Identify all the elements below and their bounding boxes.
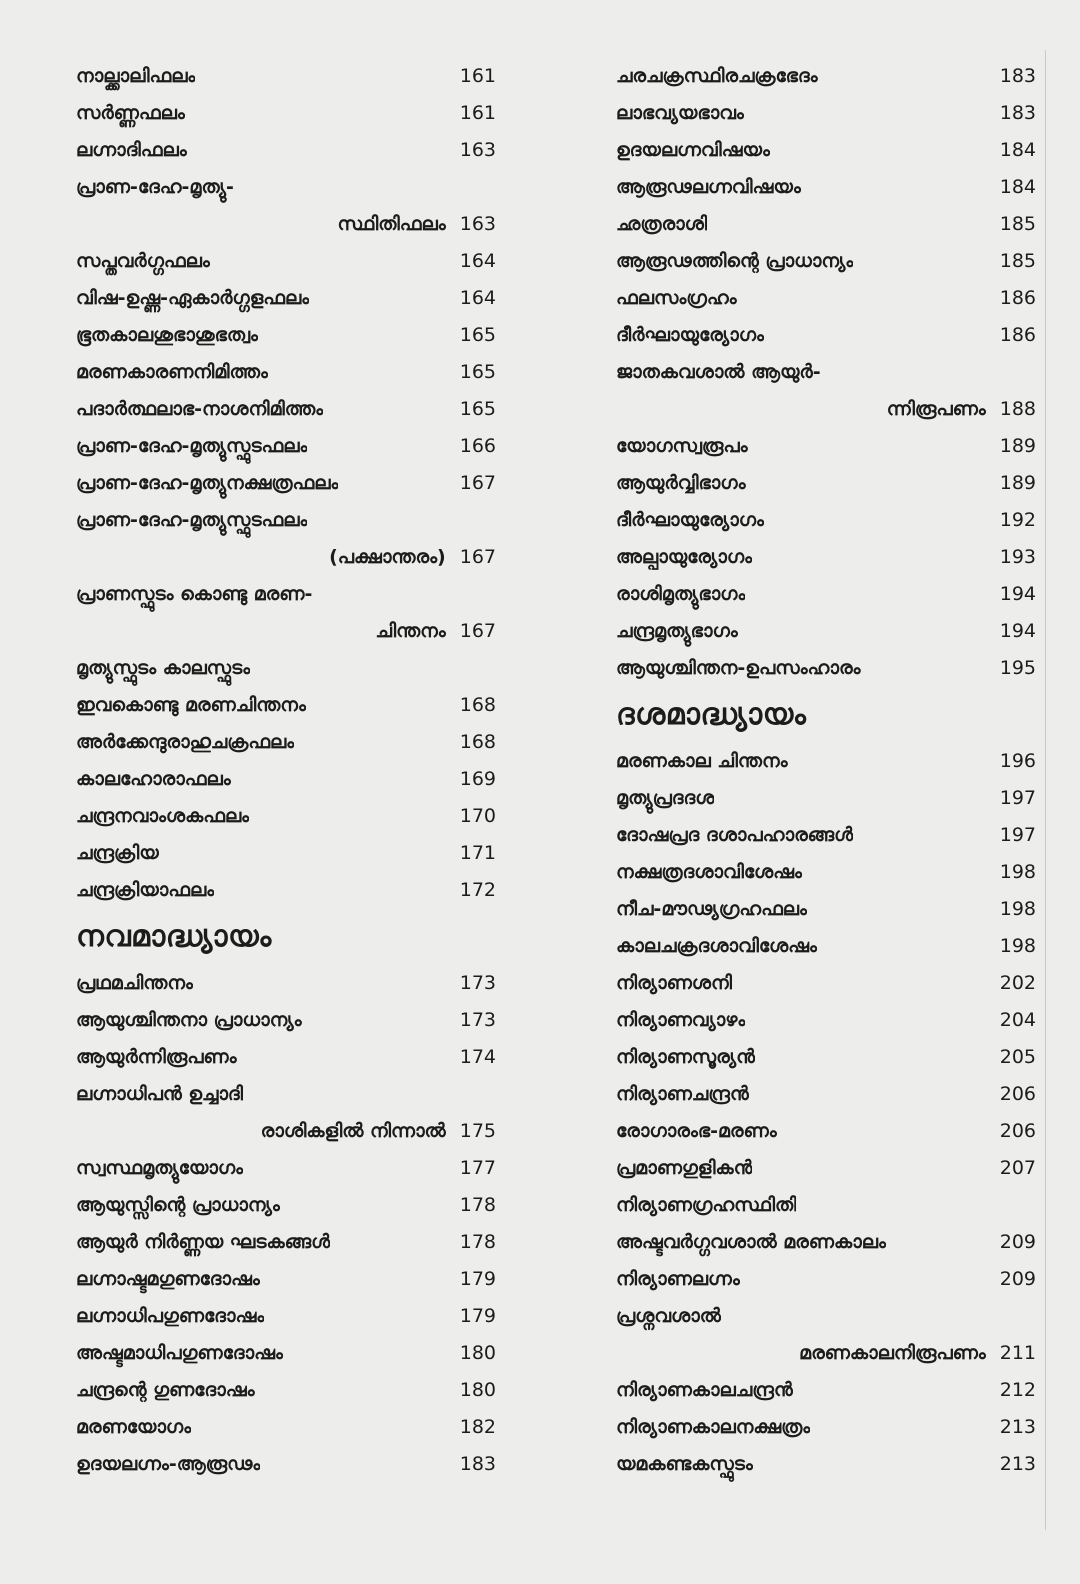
toc-entry bbox=[76, 1187, 496, 1224]
toc-entry-title: സർണ്ണഫലം bbox=[76, 102, 185, 124]
toc-entry-title: ദോഷപ്രദ ദശാപഹാരങ്ങൾ bbox=[616, 824, 854, 846]
toc-entry-page: 194 bbox=[999, 583, 1036, 605]
toc-entry-title: നിര്യാണകാലനക്ഷത്രം bbox=[616, 1416, 811, 1438]
toc-entry-title: ചന്ദ്രന്റെ ഗുണദോഷം bbox=[76, 1379, 255, 1401]
toc-entry bbox=[616, 1150, 1036, 1187]
toc-entry-title: ദീർഘായുര്യോഗം bbox=[616, 324, 764, 346]
toc-entry bbox=[616, 169, 1036, 206]
toc-entry-title: ദീർഘായുര്യോഗം bbox=[616, 509, 764, 531]
toc-entry-continuation-title: ന്നിരൂപണം bbox=[886, 398, 986, 420]
toc-entry-title: പ്രശ്നവശാൽ bbox=[616, 1305, 721, 1327]
toc-entry bbox=[76, 1298, 496, 1335]
toc-entry-page: 182 bbox=[459, 1416, 496, 1438]
toc-entry-page: 202 bbox=[999, 972, 1036, 994]
toc-entry-page: 167 bbox=[459, 472, 496, 494]
toc-entry-page: 198 bbox=[999, 861, 1036, 883]
toc-entry-page: 206 bbox=[999, 1083, 1036, 1105]
toc-entry-page: 212 bbox=[999, 1379, 1036, 1401]
toc-entry-page: 197 bbox=[999, 824, 1036, 846]
toc-entry-title: ജാതകവശാൽ ആയുർ- bbox=[616, 361, 821, 383]
toc-entry-page: 192 bbox=[999, 509, 1036, 531]
toc-entry bbox=[76, 835, 496, 872]
toc-entry-page: 193 bbox=[999, 546, 1036, 568]
toc-entry-page: 172 bbox=[459, 879, 496, 901]
toc-entry-title: ആയുർവ്വിഭാഗം bbox=[616, 472, 746, 494]
toc-entry bbox=[616, 206, 1036, 243]
toc-entry-title: പ്രാണ-ദേഹ-മൃത്യുസ്ഫുടഫലം bbox=[76, 509, 308, 531]
toc-entry-title: നിര്യാണസൂര്യൻ bbox=[616, 1046, 756, 1068]
toc-entry-continuation-title: മരണകാലനിരൂപണം bbox=[799, 1342, 986, 1364]
toc-entry-page: 183 bbox=[999, 102, 1036, 124]
toc-entry-page: 179 bbox=[459, 1268, 496, 1290]
toc-entry bbox=[616, 539, 1036, 576]
toc-entry-page: 196 bbox=[999, 750, 1036, 772]
toc-entry-title: ലഗ്നാദിഫലം bbox=[76, 139, 187, 161]
toc-entry-title: ലഗ്നാധിപഗുണദോഷം bbox=[76, 1305, 265, 1327]
toc-entry-title: പ്രാണസ്ഫുടം കൊണ്ടു മരണ- bbox=[76, 583, 313, 605]
toc-entry-page: 169 bbox=[459, 768, 496, 790]
toc-entry-page: 204 bbox=[999, 1009, 1036, 1031]
toc-entry-page: 167 bbox=[459, 546, 496, 568]
toc-entry-page: 175 bbox=[459, 1120, 496, 1142]
toc-entry-page: 161 bbox=[459, 65, 496, 87]
toc-entry-page: 161 bbox=[459, 102, 496, 124]
toc-entry-title: നാല്ക്കാലിഫലം bbox=[76, 65, 196, 87]
toc-entry-page: 180 bbox=[459, 1379, 496, 1401]
toc-entry-title: നിര്യാണലഗ്നം bbox=[616, 1268, 740, 1290]
toc-entry bbox=[616, 780, 1036, 817]
toc-entry-title: ഇവകൊണ്ടു മരണചിന്തനം bbox=[76, 694, 306, 716]
toc-entry-page: 165 bbox=[459, 398, 496, 420]
toc-entry-title: രാശിമൃത്യുഭാഗം bbox=[616, 583, 746, 605]
toc-entry-title: കാലചക്രദശാവിശേഷം bbox=[616, 935, 818, 957]
toc-entry bbox=[76, 1039, 496, 1076]
toc-entry-page: 186 bbox=[999, 287, 1036, 309]
toc-entry-page: 167 bbox=[459, 620, 496, 642]
toc-entry bbox=[76, 243, 496, 280]
toc-entry-page: 189 bbox=[999, 472, 1036, 494]
toc-entry bbox=[76, 1335, 496, 1372]
toc-entry-title: മൃത്യുപ്രദദശ bbox=[616, 787, 715, 809]
toc-entry-page: 184 bbox=[999, 176, 1036, 198]
toc-entry-title: വിഷ-ഉഷ്ണ-ഏകാർഗ്ഗളഫലം bbox=[76, 287, 310, 309]
toc-entry bbox=[76, 1224, 496, 1261]
toc-entry-title: സ്വസ്ഥമൃത്യുയോഗം bbox=[76, 1157, 244, 1179]
toc-entry-title: സപ്തവർഗ്ഗഫലം bbox=[76, 250, 210, 272]
toc-entry-page: 198 bbox=[999, 935, 1036, 957]
toc-entry-title: മൃത്യുസ്ഫുടം കാലസ്ഫുടം bbox=[76, 657, 251, 679]
toc-entry bbox=[616, 1002, 1036, 1039]
toc-entry bbox=[76, 1150, 496, 1187]
toc-entry-continuation bbox=[76, 539, 496, 576]
toc-entry-page: 171 bbox=[459, 842, 496, 864]
toc-entry bbox=[616, 928, 1036, 965]
toc-entry bbox=[76, 354, 496, 391]
toc-entry bbox=[616, 576, 1036, 613]
toc-entry-page: 207 bbox=[999, 1157, 1036, 1179]
page-edge bbox=[1035, 50, 1046, 1530]
toc-entry-title: പ്രാണ-ദേഹ-മൃത്യു- bbox=[76, 176, 234, 198]
toc-entry bbox=[616, 613, 1036, 650]
toc-entry-page: 209 bbox=[999, 1231, 1036, 1253]
toc-entry-page: 179 bbox=[459, 1305, 496, 1327]
toc-entry-title: നിര്യാണഗ്രഹസ്ഥിതി bbox=[616, 1194, 797, 1216]
toc-entry-page: 178 bbox=[459, 1194, 496, 1216]
toc-entry-continuation-title: ചിന്തനം bbox=[375, 620, 446, 642]
toc-entry bbox=[76, 317, 496, 354]
toc-entry bbox=[76, 465, 496, 502]
toc-entry-page: 177 bbox=[459, 1157, 496, 1179]
toc-entry-title: ചന്ദ്രനവാംശകഫലം bbox=[76, 805, 250, 827]
toc-entry bbox=[616, 854, 1036, 891]
toc-entry bbox=[616, 354, 1036, 391]
toc-entry-title: നിര്യാണചന്ദ്രൻ bbox=[616, 1083, 749, 1105]
toc-entry bbox=[616, 1113, 1036, 1150]
toc-entry bbox=[616, 132, 1036, 169]
toc-entry-continuation bbox=[76, 206, 496, 243]
toc-entry-page: 197 bbox=[999, 787, 1036, 809]
toc-entry-title: ലാഭവ്യയഭാവം bbox=[616, 102, 744, 124]
toc-entry-page: 183 bbox=[459, 1453, 496, 1475]
toc-entry bbox=[616, 1187, 1036, 1224]
toc-entry-title: പ്രാണ-ദേഹ-മൃത്യുനക്ഷത്രഫലം bbox=[76, 472, 339, 494]
toc-entry bbox=[616, 965, 1036, 1002]
toc-entry-title: മരണയോഗം bbox=[76, 1416, 192, 1438]
toc-entry-title: ഛത്രരാശി bbox=[616, 213, 708, 235]
toc-entry-title: പ്രഥമചിന്തനം bbox=[76, 972, 193, 994]
toc-entry bbox=[616, 317, 1036, 354]
toc-left-column bbox=[76, 58, 496, 1483]
toc-entry-page: 174 bbox=[459, 1046, 496, 1068]
toc-entry-page: 198 bbox=[999, 898, 1036, 920]
toc-entry bbox=[616, 1372, 1036, 1409]
toc-entry-title: ആരൂഢത്തിന്റെ പ്രാധാന്യം bbox=[616, 250, 854, 272]
toc-entry bbox=[76, 872, 496, 909]
toc-entry bbox=[616, 1446, 1036, 1483]
toc-entry-page: 165 bbox=[459, 324, 496, 346]
toc-entry-continuation bbox=[616, 1335, 1036, 1372]
toc-entry-page: 211 bbox=[999, 1342, 1036, 1364]
toc-entry-page: 163 bbox=[459, 139, 496, 161]
toc-entry-title: അല്പായുര്യോഗം bbox=[616, 546, 753, 568]
toc-entry bbox=[616, 1039, 1036, 1076]
toc-entry-continuation-title: സ്ഥിതിഫലം bbox=[337, 213, 446, 235]
toc-entry bbox=[616, 58, 1036, 95]
toc-entry-page: 173 bbox=[459, 1009, 496, 1031]
toc-entry-title: പ്രമാണഗുളികൻ bbox=[616, 1157, 753, 1179]
toc-entry-page: 180 bbox=[459, 1342, 496, 1364]
toc-entry bbox=[76, 965, 496, 1002]
toc-entry bbox=[76, 576, 496, 613]
toc-entry-page: 194 bbox=[999, 620, 1036, 642]
chapter-heading: ദശമാദ്ധ്യായം bbox=[616, 697, 807, 732]
toc-entry-title: അഷ്ടമാധിപഗുണദോഷം bbox=[76, 1342, 283, 1364]
toc-entry bbox=[616, 1261, 1036, 1298]
toc-entry-title: ഭൂതകാലശുഭാശുഭത്വം bbox=[76, 324, 259, 346]
toc-entry-title: നിര്യാണവ്യാഴം bbox=[616, 1009, 746, 1031]
toc-entry bbox=[76, 1446, 496, 1483]
toc-entry-page: 165 bbox=[459, 361, 496, 383]
toc-entry-title: ലഗ്നാഷ്ടമഗുണദോഷം bbox=[76, 1268, 260, 1290]
toc-entry-title: നക്ഷത്രദശാവിശേഷം bbox=[616, 861, 802, 883]
toc-entry-page: 178 bbox=[459, 1231, 496, 1253]
toc-entry bbox=[76, 761, 496, 798]
chapter-heading: നവമാദ്ധ്യായം bbox=[76, 919, 272, 954]
toc-entry-page: 170 bbox=[459, 805, 496, 827]
toc-entry bbox=[76, 687, 496, 724]
toc-entry bbox=[76, 1002, 496, 1039]
toc-entry-page: 168 bbox=[459, 731, 496, 753]
toc-entry-title: ലഗ്നാധിപൻ ഉച്ചാദി bbox=[76, 1083, 244, 1105]
toc-entry bbox=[76, 1261, 496, 1298]
toc-entry-page: 185 bbox=[999, 250, 1036, 272]
toc-entry bbox=[76, 1372, 496, 1409]
toc-entry-title: ആരൂഢലഗ്നവിഷയം bbox=[616, 176, 801, 198]
toc-entry-title: കാലഹോരാഫലം bbox=[76, 768, 231, 790]
toc-entry bbox=[616, 891, 1036, 928]
toc-entry-title: ഉദയലഗ്നവിഷയം bbox=[616, 139, 770, 161]
toc-entry-page: 164 bbox=[459, 287, 496, 309]
toc-entry bbox=[616, 428, 1036, 465]
toc-entry bbox=[616, 243, 1036, 280]
toc-entry bbox=[76, 428, 496, 465]
toc-entry-page: 213 bbox=[999, 1453, 1036, 1475]
toc-entry-title: ചന്ദ്രമൃത്യുഭാഗം bbox=[616, 620, 738, 642]
toc-entry bbox=[616, 280, 1036, 317]
toc-entry-continuation-title: (പക്ഷാന്തരം) bbox=[329, 546, 446, 568]
toc-entry-title: പദാർത്ഥലാഭ-നാശനിമിത്തം bbox=[76, 398, 324, 420]
toc-entry bbox=[76, 169, 496, 206]
toc-entry-page: 195 bbox=[999, 657, 1036, 679]
toc-entry bbox=[76, 724, 496, 761]
toc-entry-title: ഉദയലഗ്നം-ആരൂഢം bbox=[76, 1453, 261, 1475]
toc-entry-title: ആയുസ്സിന്റെ പ്രാധാന്യം bbox=[76, 1194, 280, 1216]
toc-entry bbox=[616, 502, 1036, 539]
toc-entry-title: നിര്യാണകാലചന്ദ്രൻ bbox=[616, 1379, 793, 1401]
toc-entry bbox=[616, 1076, 1036, 1113]
toc-right-column bbox=[616, 58, 1036, 1483]
toc-entry-title: രോഗാരംഭ-മരണം bbox=[616, 1120, 777, 1142]
toc-entry-title: ആയുശ്ചിന്തനാ പ്രാധാന്യം bbox=[76, 1009, 302, 1031]
toc-entry bbox=[616, 817, 1036, 854]
toc-entry-page: 188 bbox=[999, 398, 1036, 420]
toc-entry bbox=[616, 1224, 1036, 1261]
toc-entry-title: ആയുർ നിർണ്ണയ ഘടകങ്ങൾ bbox=[76, 1231, 331, 1253]
toc-entry-title: അർക്കേന്ദുരാഹുചക്രഫലം bbox=[76, 731, 295, 753]
toc-entry-continuation-title: രാശികളിൽ നിന്നാൽ bbox=[260, 1120, 446, 1142]
toc-entry-title: പ്രാണ-ദേഹ-മൃത്യുസ്ഫുടഫലം bbox=[76, 435, 308, 457]
toc-entry-title: മരണകാരണനിമിത്തം bbox=[76, 361, 269, 383]
toc-entry-title: ഫലസംഗ്രഹം bbox=[616, 287, 737, 309]
toc-entry-title: ചരചക്രസ്ഥിരചക്രഭേദം bbox=[616, 65, 818, 87]
toc-entry-page: 186 bbox=[999, 324, 1036, 346]
toc-entry bbox=[76, 58, 496, 95]
toc-entry-page: 185 bbox=[999, 213, 1036, 235]
toc-entry-title: നിര്യാണശനി bbox=[616, 972, 732, 994]
toc-entry bbox=[76, 280, 496, 317]
toc-entry-title: യോഗസ്വരൂപം bbox=[616, 435, 748, 457]
toc-entry-title: അഷ്ടവർഗ്ഗവശാൽ മരണകാലം bbox=[616, 1231, 886, 1253]
toc-entry-page: 164 bbox=[459, 250, 496, 272]
toc-entry-title: ചന്ദ്രക്രിയ bbox=[76, 842, 159, 864]
toc-entry-page: 166 bbox=[459, 435, 496, 457]
toc-entry bbox=[76, 1076, 496, 1113]
toc-entry bbox=[616, 650, 1036, 687]
toc-entry-page: 163 bbox=[459, 213, 496, 235]
toc-entry-page: 206 bbox=[999, 1120, 1036, 1142]
toc-entry-page: 209 bbox=[999, 1268, 1036, 1290]
toc-entry-page: 205 bbox=[999, 1046, 1036, 1068]
toc-entry-title: നീച-മൗഢ്യഗ്രഹഫലം bbox=[616, 898, 807, 920]
toc-entry bbox=[76, 132, 496, 169]
toc-entry bbox=[76, 391, 496, 428]
toc-entry-continuation bbox=[76, 1113, 496, 1150]
toc-entry-page: 183 bbox=[999, 65, 1036, 87]
toc-entry bbox=[616, 465, 1036, 502]
toc-entry-page: 173 bbox=[459, 972, 496, 994]
toc-entry-title: ചന്ദ്രക്രിയാഫലം bbox=[76, 879, 215, 901]
toc-entry-page: 189 bbox=[999, 435, 1036, 457]
toc-entry-title: യമകണ്ടകസ്ഫുടം bbox=[616, 1453, 753, 1475]
toc-entry bbox=[616, 743, 1036, 780]
toc-entry bbox=[76, 502, 496, 539]
toc-entry-continuation bbox=[616, 391, 1036, 428]
toc-entry-page: 184 bbox=[999, 139, 1036, 161]
toc-entry-title: ആയുശ്ചിന്തന-ഉപസംഹാരം bbox=[616, 657, 861, 679]
toc-entry-page: 168 bbox=[459, 694, 496, 716]
toc-entry-title: മരണകാല ചിന്തനം bbox=[616, 750, 788, 772]
toc-entry bbox=[616, 1409, 1036, 1446]
toc-entry bbox=[76, 95, 496, 132]
toc-entry bbox=[76, 1409, 496, 1446]
toc-entry-page: 213 bbox=[999, 1416, 1036, 1438]
toc-entry bbox=[616, 95, 1036, 132]
toc-entry bbox=[76, 650, 496, 687]
toc-entry-title: ആയുർന്നിരൂപണം bbox=[76, 1046, 237, 1068]
toc-entry bbox=[616, 1298, 1036, 1335]
toc-entry-continuation bbox=[76, 613, 496, 650]
toc-entry bbox=[76, 798, 496, 835]
